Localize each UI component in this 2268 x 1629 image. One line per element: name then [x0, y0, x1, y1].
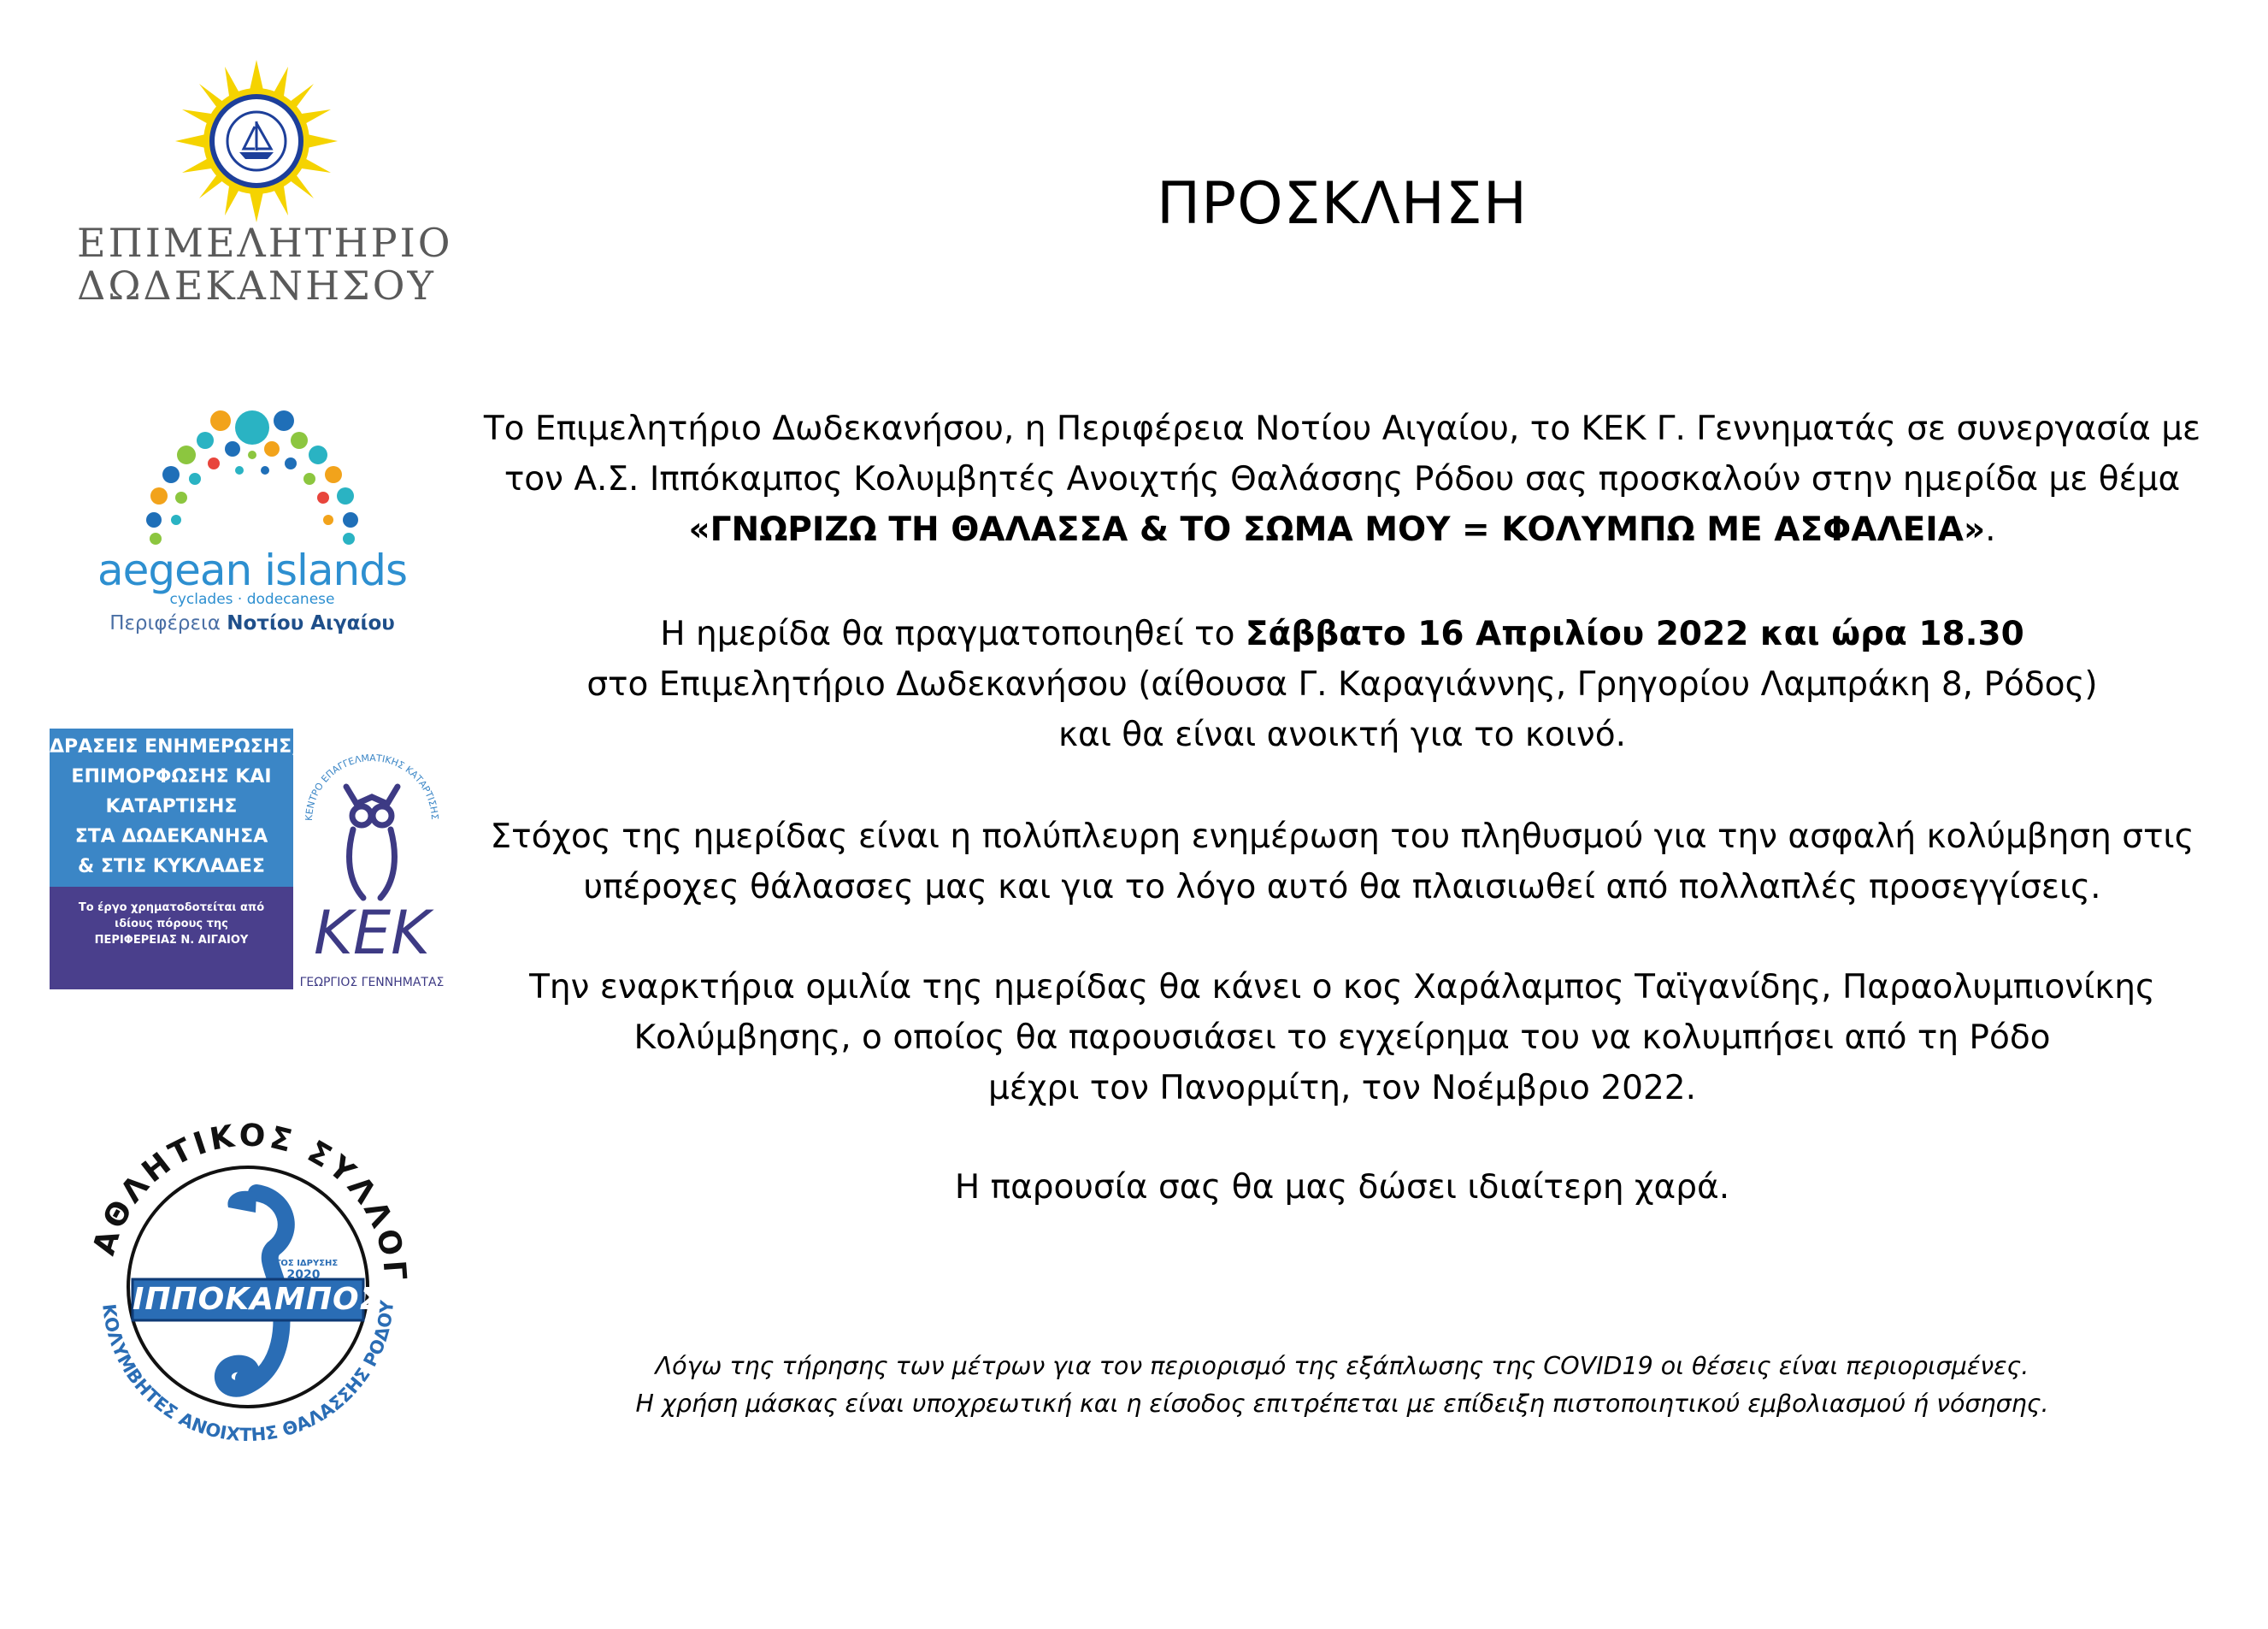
- drasis-line1: ΔΡΑΣΕΙΣ ΕΝΗΜΕΡΩΣΗΣ,: [50, 736, 299, 758]
- covid-note-line1: Λόγω της τήρησης των μέτρων για τον περιορισμό της εξάπλωσης της COVID19 οι θέσεις είναι περιορισμένες.: [655, 1352, 2029, 1380]
- intro-line1: Το Επιμελητήριο Δωδεκανήσου, η Περιφέρεια Νοτίου Αιγαίου, το ΚΕΚ Γ. Γεννηματάς σε συνεργασία με: [483, 410, 2201, 448]
- ippokampos-founded-year: 2020: [286, 1268, 321, 1282]
- aegean-region-name: Νοτίου Αιγαίου: [227, 612, 395, 634]
- svg-text:ΑΘΛΗΤΙΚΟΣ ΣΥΛΛΟΓΟΣ: ΑΘΛΗΤΙΚΟΣ ΣΥΛΛΟΓ: [86, 1118, 413, 1285]
- speaker-line3: μέχρι τον Πανορμίτη, τον Νοέμβριο 2022.: [988, 1069, 1696, 1107]
- aegean-region-prefix: Περιφέρεια: [109, 612, 221, 634]
- aegean-islands-logo: [85, 402, 419, 641]
- closing-paragraph: Η παρουσία σας θα μας δώσει ιδιαίτερη χαρά.: [954, 1168, 1730, 1207]
- page-title: ΠΡΟΣΚΛΗΣΗ: [1157, 170, 1528, 238]
- date-venue-paragraph: [462, 609, 2223, 760]
- date-prefix: Η ημερίδα θα πραγματοποιηθεί το: [660, 615, 1246, 653]
- drasis-line3: ΚΑΤΑΡΤΙΣΗΣ: [105, 796, 238, 817]
- drasis-funding: [50, 900, 293, 948]
- covid-note-line2: Η χρήση μάσκας είναι υποχρεωτική και η είσοδος επιτρέπεται με επίδειξη πιστοποιητικού εμβολιασμού ή νόσησης.: [635, 1390, 2049, 1418]
- drasis-line5: & ΣΤΙΣ ΚΥΚΛΑΔΕΣ: [78, 856, 265, 877]
- goal-line1: Στόχος της ημερίδας είναι η πολύπλευρη ενημέρωση του πληθυσμού για την ασφαλή κολύμβηση στις: [490, 817, 2194, 856]
- aegean-region: [85, 611, 419, 635]
- open-public-line: και θα είναι ανοικτή για το κοινό.: [1058, 716, 1626, 754]
- venue-line: στο Επιμελητήριο Δωδεκανήσου (αίθουσα Γ. Καραγιάννης, Γρηγορίου Λαμπράκη 8, Ρόδος): [586, 665, 2098, 704]
- svg-text:ΚΟΛΥΜΒΗΤΕΣ ΑΝΟΙΧΤΗΣ ΘΑΛΑΣΣΗΣ Ρ: ΚΟΛΥΜΒΗΤΕΣ ΑΝΟΙΧΤΗΣ ΘΑΛΑΣΣΗΣ ΡΟΔΟΥ: [98, 1299, 398, 1446]
- drasis-fund3: ΠΕΡΙΦΕΡΕΙΑΣ Ν. ΑΙΓΑΙΟΥ: [94, 934, 249, 947]
- aegean-name: aegean islands: [97, 546, 408, 595]
- drasis-line2: ΕΠΙΜΟΡΦΩΣΗΣ ΚΑΙ: [71, 766, 272, 788]
- speaker-line2: Κολύμβησης, ο οποίος θα παρουσιάσει το εγχείρημα του να κολυμπήσει από τη Ρόδο: [633, 1018, 2051, 1057]
- drasis-title: [50, 732, 299, 882]
- chamber-logo: [77, 60, 453, 309]
- chamber-name-line2: ΔΩΔΕΚΑΝΗΣΟΥ: [77, 263, 436, 309]
- kek-caption: ΓΕΩΡΓΙΟΣ ΓΕΝΝΗΜΑΤΑΣ: [299, 976, 445, 989]
- kek-logo: [295, 727, 449, 992]
- chamber-name-line1: ΕΠΙΜΕΛΗΤΗΡΙΟ: [77, 220, 453, 266]
- drasis-fund1: Το έργο χρηματοδοτείται από: [78, 901, 265, 914]
- ippokampos-banner: ΙΠΠΟΚΑΜΠΟΣ: [133, 1282, 382, 1317]
- ippokampos-founded-label: ΕΤΟΣ ΙΔΡΥΣΗΣ: [268, 1259, 339, 1268]
- intro-paragraph: [462, 404, 2223, 555]
- speaker-paragraph: [462, 962, 2223, 1113]
- drasis-line4: ΣΤΑ ΔΩΔΕΚΑΝΗΣΑ: [74, 826, 268, 847]
- svg-text:ΚΕΝΤΡΟ ΕΠΑΓΓΕΛΜΑΤΙΚΗΣ ΚΑΤΑΡΤΙΣ: ΚΕΝΤΡΟ ΕΠΑΓΓΕΛΜΑΤΙΚΗΣ ΚΑΤΑΡΤΙΣΗΣ: [303, 752, 441, 822]
- speaker-line1: Την εναρκτήρια ομιλία της ημερίδας θα κάνει ο κος Χαράλαμπος Ταϊγανίδης, Παραολυμπιονίκης: [529, 968, 2155, 1006]
- intro-line3-end: .: [1985, 511, 1996, 549]
- drasis-logo: [50, 729, 299, 989]
- event-date: Σάββατο 16 Απριλίου 2022 και ώρα 18.30: [1245, 615, 2024, 653]
- goal-line2: υπέροχες θάλασσες μας και για το λόγο αυτό θα πλαισιωθεί από πολλαπλές προσεγγίσεις.: [583, 868, 2101, 906]
- sun-seal-icon: [175, 60, 338, 222]
- kek-owl-icon: [295, 727, 449, 975]
- intro-line2: τον Α.Σ. Ιππόκαμπος Κολυμβητές Ανοιχτής Θαλάσσης Ρόδου σας προσκαλούν στην ημερίδα με θέμα: [504, 460, 2181, 499]
- dotted-arch-icon: [85, 402, 419, 547]
- goal-paragraph: [462, 812, 2223, 912]
- intro-line3: [462, 505, 2223, 555]
- aegean-subtitle: cyclades · dodecanese: [169, 591, 335, 608]
- date-line: [462, 609, 2223, 659]
- covid-notes: [462, 1348, 2223, 1423]
- kek-letters: ΚΕΚ: [313, 898, 431, 968]
- event-theme: «ΓΝΩΡΙΖΩ ΤΗ ΘΑΛΑΣΣΑ & ΤΟ ΣΩΜΑ ΜΟΥ = ΚΟΛΥΜΠΩ ΜΕ ΑΣΦΑΛΕΙΑ»: [688, 511, 1986, 549]
- ippokampos-logo: [73, 1112, 423, 1462]
- drasis-fund2: ιδίους πόρους της: [115, 918, 228, 930]
